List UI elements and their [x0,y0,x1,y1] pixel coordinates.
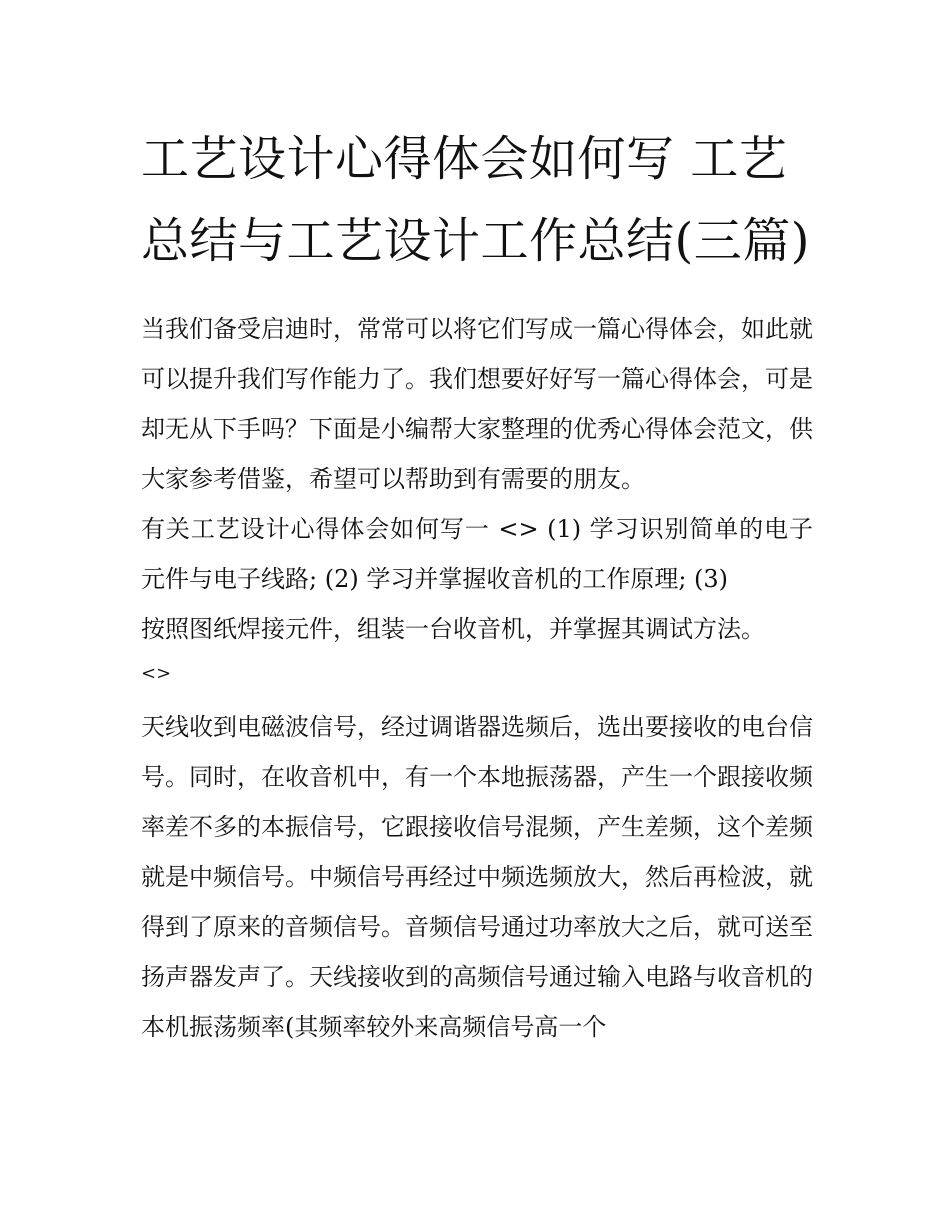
instruction-paragraph: 按照图纸焊接元件，组装一台收音机，并掌握其调试方法。 [141,615,765,643]
intro-paragraph: 当我们备受启迪时，常常可以将它们写成一篇心得体会，如此就可以提升我们写作能力了。我们想要好好写一篇心得体会，可是却无从下手吗？下面是小编帮大家整理的优秀心得体会范文，供大家参考借鉴，希望可以帮助到有需要的朋友。 [141,315,813,493]
document-body [141,304,813,1052]
document-page [141,118,813,1052]
principle-paragraph: 天线收到电磁波信号，经过调谐器选频后，选出要接收的电台信号。同时，在收音机中，有一个本地振荡器，产生一个跟接收频率差不多的本振信号，它跟接收信号混频，产生差频，这个差频就是中频信号。中频信号再经过中频选频放大，然后再检波，就得到了原来的音频信号。音频信号通过功率放大之后，就可送至扬声器发声了。天线接收到的高频信号通过输入电路与收音机的本机振荡频率(其频率较外来高频信号高一个 [141,713,813,1041]
section-heading-paragraph: 有关工艺设计心得体会如何写一 <> (1) 学习识别简单的电子元件与电子线路; (2) 学习并掌握收音机的工作原理; (3) [141,515,813,593]
document-title: 工艺设计心得体会如何写 工艺总结与工艺设计工作总结(三篇) [141,131,810,269]
placeholder-marker: <> [141,663,172,684]
